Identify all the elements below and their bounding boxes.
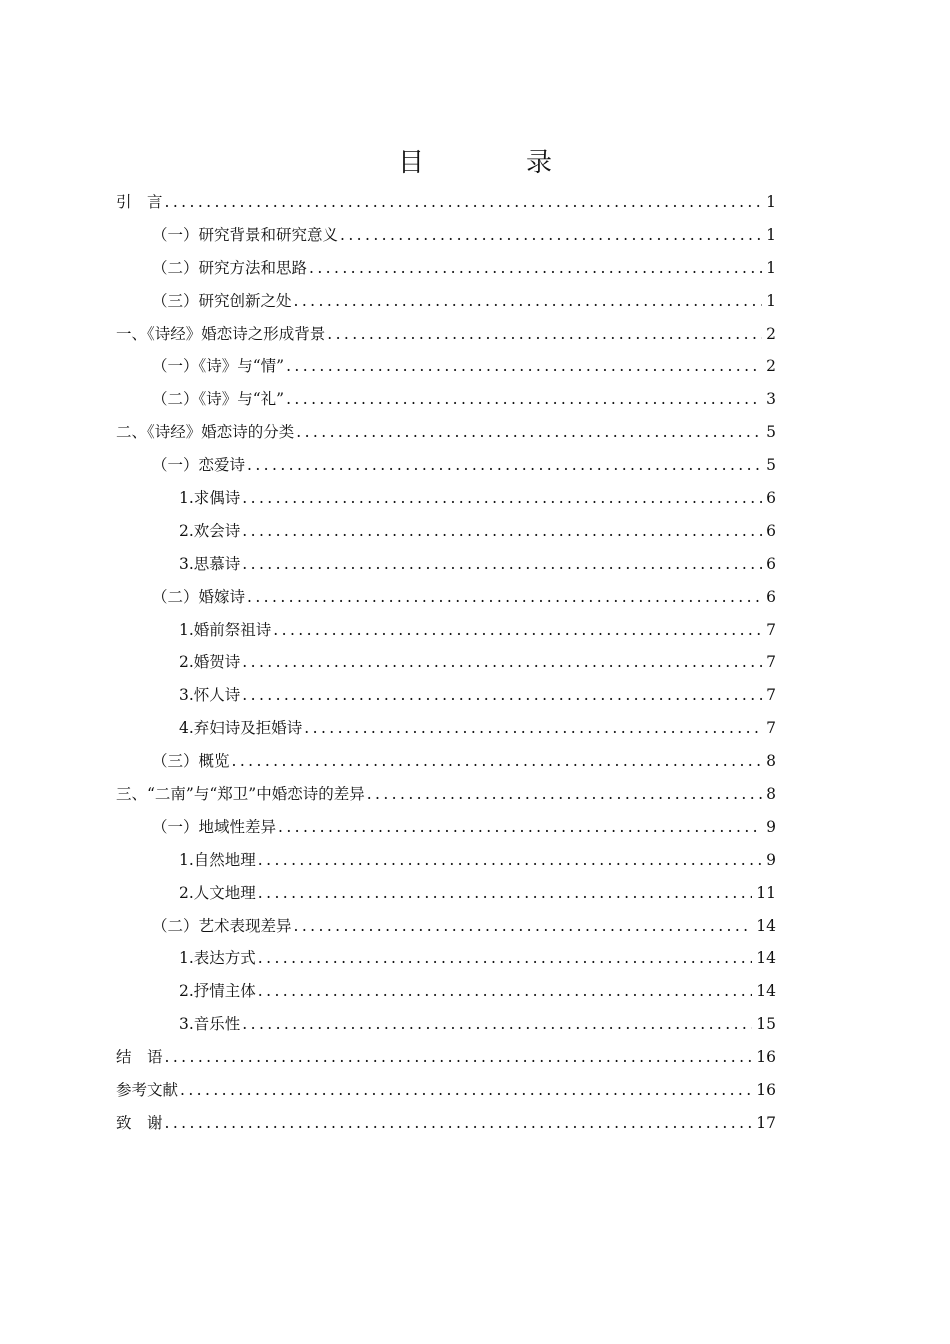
toc-entry[interactable] [116, 946, 776, 979]
toc-entry-page-number: 6 [766, 554, 776, 573]
toc-entry-label: 致 谢 [116, 1113, 163, 1132]
dot-leader [165, 1111, 753, 1135]
toc-entry-label: （二）《诗》与“礼” [152, 390, 285, 409]
dot-leader [286, 354, 762, 378]
toc-entry-label: 4.弃妇诗及拒婚诗 [179, 719, 303, 738]
toc-entry-page-number: 9 [766, 817, 776, 836]
dot-leader [232, 749, 763, 773]
toc-entry[interactable] [116, 585, 776, 618]
toc-entry[interactable] [116, 914, 776, 947]
toc-entry[interactable] [116, 552, 776, 585]
toc-entry-label: 1.自然地理 [179, 850, 256, 869]
toc-entry-page-number: 8 [766, 785, 776, 804]
toc-entry-label: 一、《诗经》婚恋诗之形成背景 [116, 324, 326, 343]
toc-entry-label: （一）恋爱诗 [152, 456, 246, 475]
dot-leader [242, 486, 762, 510]
toc-entry-page-number: 7 [766, 653, 776, 672]
dot-leader [367, 782, 762, 806]
toc-entry-label: （三）研究创新之处 [152, 291, 292, 310]
toc-entry-label: （三）概览 [152, 752, 230, 771]
toc-entry[interactable] [116, 782, 776, 815]
toc-entry-label: 2.欢会诗 [179, 521, 241, 540]
dot-leader [242, 683, 762, 707]
dot-leader [340, 223, 762, 247]
toc-entry[interactable] [116, 979, 776, 1012]
toc-entry[interactable] [116, 1045, 776, 1078]
toc-entry-page-number: 11 [756, 883, 776, 902]
toc-entry[interactable] [116, 519, 776, 552]
toc-entry[interactable] [116, 716, 776, 749]
toc-entry-page-number: 7 [766, 719, 776, 738]
toc-entry-label: 2.婚贺诗 [179, 653, 241, 672]
toc-entry-label: 3.怀人诗 [179, 686, 241, 705]
toc-entry-page-number: 14 [756, 916, 776, 935]
dot-leader [309, 256, 762, 280]
toc-entry-page-number: 14 [756, 949, 776, 968]
toc-entry[interactable] [116, 618, 776, 651]
toc-entry-label: 三、“二南”与“郑卫”中婚恋诗的差异 [116, 785, 365, 804]
toc-entry[interactable] [116, 815, 776, 848]
dot-leader [327, 322, 762, 346]
toc-entry[interactable] [116, 420, 776, 453]
toc-entry[interactable] [116, 650, 776, 683]
toc-entry-page-number: 7 [766, 686, 776, 705]
toc-entry-page-number: 17 [756, 1113, 776, 1132]
toc-entry[interactable] [116, 387, 776, 420]
toc-entry[interactable] [116, 881, 776, 914]
toc-entry[interactable] [116, 1078, 776, 1111]
toc-entry-label: （二）艺术表现差异 [152, 916, 292, 935]
toc-entry-label: 2.人文地理 [179, 883, 256, 902]
toc-entry[interactable] [116, 1111, 776, 1144]
toc-entry-label: 3.思慕诗 [179, 554, 241, 573]
toc-entry-page-number: 7 [766, 620, 776, 639]
toc-entry-page-number: 6 [766, 521, 776, 540]
dot-leader [242, 650, 762, 674]
table-of-contents [116, 190, 776, 1144]
toc-entry[interactable] [116, 1012, 776, 1045]
toc-entry-page-number: 1 [766, 225, 776, 244]
toc-entry-label: 结 语 [116, 1048, 163, 1067]
dot-leader [304, 716, 762, 740]
dot-leader [180, 1078, 752, 1102]
toc-entry-label: （一）《诗》与“情” [152, 357, 285, 376]
toc-entry[interactable] [116, 453, 776, 486]
toc-entry-label: 1.求偶诗 [179, 489, 241, 508]
dot-leader [242, 519, 762, 543]
toc-entry[interactable] [116, 848, 776, 881]
toc-entry-label: （一）研究背景和研究意义 [152, 225, 339, 244]
dot-leader [273, 618, 762, 642]
toc-entry-label: 2.抒情主体 [179, 982, 256, 1001]
toc-entry-label: 二、《诗经》婚恋诗的分类 [116, 423, 295, 442]
toc-entry-page-number: 8 [766, 752, 776, 771]
toc-entry-label: 1.表达方式 [179, 949, 256, 968]
toc-title: 目 录 [397, 148, 590, 178]
dot-leader [258, 946, 752, 970]
dot-leader [165, 1045, 753, 1069]
toc-entry-label: （一）地域性差异 [152, 817, 277, 836]
toc-entry[interactable] [116, 683, 776, 716]
toc-entry-page-number: 1 [766, 258, 776, 277]
dot-leader [258, 848, 762, 872]
toc-entry-label: 1.婚前祭祖诗 [179, 620, 272, 639]
toc-entry[interactable] [116, 190, 776, 223]
dot-leader [294, 914, 753, 938]
toc-entry-page-number: 15 [756, 1015, 776, 1034]
dot-leader [165, 190, 763, 214]
toc-entry-page-number: 9 [766, 850, 776, 869]
toc-entry-page-number: 2 [766, 324, 776, 343]
toc-entry[interactable] [116, 486, 776, 519]
toc-entry-page-number: 16 [756, 1081, 776, 1100]
toc-entry-label: 引 言 [116, 193, 163, 211]
dot-leader [296, 420, 762, 444]
toc-entry-label: （二）研究方法和思路 [152, 258, 308, 277]
toc-entry-label: 参考文献 [116, 1081, 179, 1100]
dot-leader [258, 881, 752, 905]
toc-entry-page-number: 5 [766, 423, 776, 442]
toc-entry-page-number: 14 [756, 982, 776, 1001]
toc-entry-page-number: 5 [766, 456, 776, 475]
toc-entry-page-number: 6 [766, 587, 776, 606]
toc-entry-page-number: 6 [766, 489, 776, 508]
toc-entry-page-number: 1 [766, 193, 776, 211]
toc-entry[interactable] [116, 289, 776, 322]
toc-entry-page-number: 1 [766, 291, 776, 310]
toc-entry-label: （二）婚嫁诗 [152, 587, 246, 606]
toc-entry-page-number: 3 [766, 390, 776, 409]
toc-entry-page-number: 2 [766, 357, 776, 376]
dot-leader [247, 453, 762, 477]
toc-entry[interactable] [116, 354, 776, 387]
toc-entry[interactable] [116, 256, 776, 289]
dot-leader [242, 1012, 752, 1036]
toc-entry-label: 3.音乐性 [179, 1015, 241, 1034]
dot-leader [242, 552, 762, 576]
dot-leader [258, 979, 752, 1003]
dot-leader [294, 289, 763, 313]
toc-entry[interactable] [116, 223, 776, 256]
dot-leader [286, 387, 762, 411]
dot-leader [278, 815, 762, 839]
toc-entry[interactable] [116, 749, 776, 782]
toc-entry-page-number: 16 [756, 1048, 776, 1067]
toc-entry[interactable] [116, 322, 776, 355]
dot-leader [247, 585, 762, 609]
